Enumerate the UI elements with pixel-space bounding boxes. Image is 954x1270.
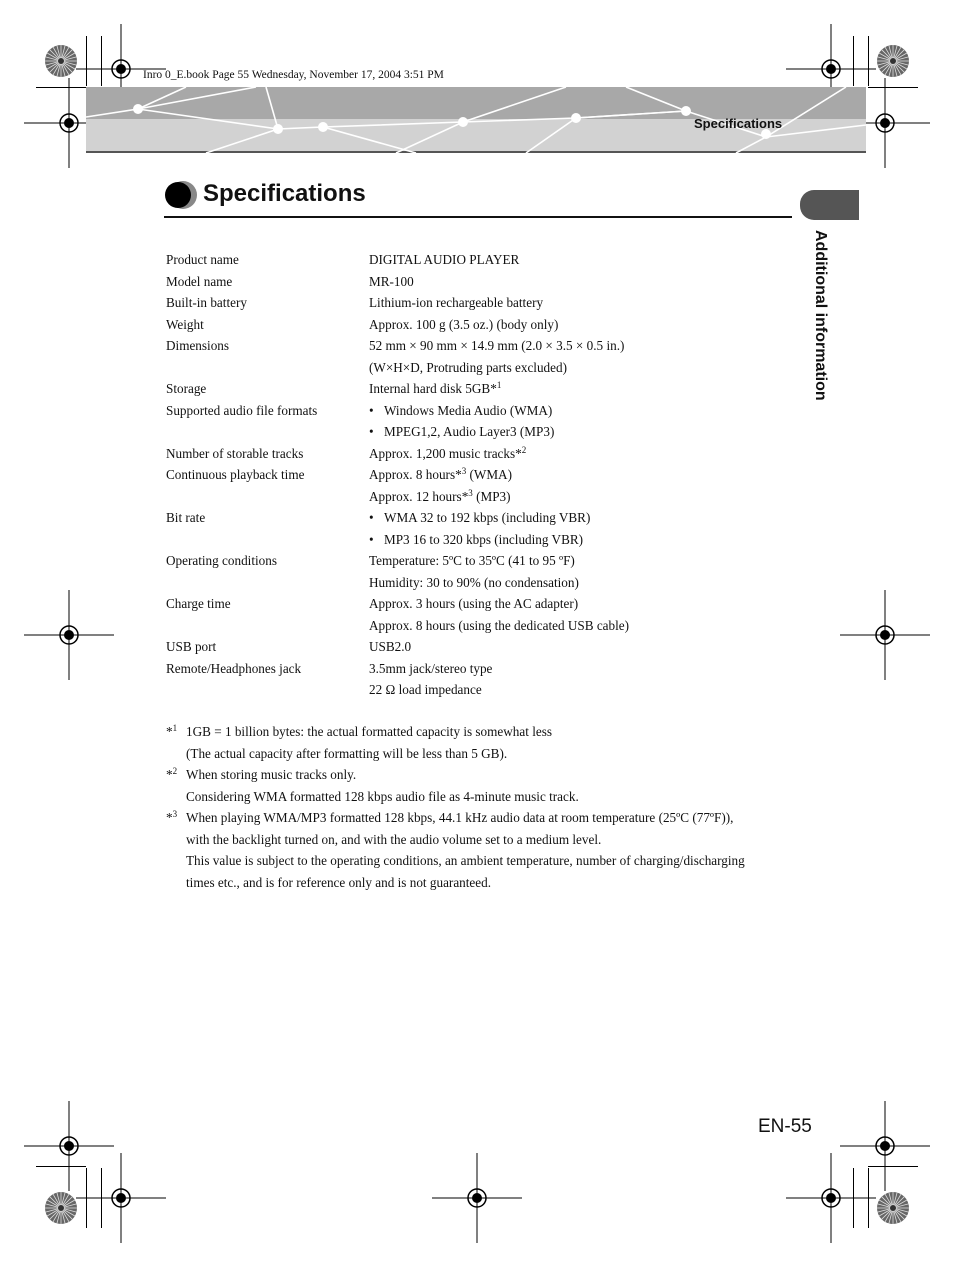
bullet-icon: • xyxy=(369,402,374,418)
spec-label: Product name xyxy=(166,252,239,267)
spec-value-line xyxy=(369,507,796,529)
side-tab-label: Additional information xyxy=(812,230,829,401)
spec-row xyxy=(166,593,796,636)
footnote-marker xyxy=(166,807,177,829)
footnote-mark: * xyxy=(515,445,522,461)
footnote-ref: 1 xyxy=(496,380,502,390)
spec-value-text: Approx. 1,200 music tracks xyxy=(369,445,516,461)
footnote-mark: * xyxy=(455,467,462,482)
spec-row xyxy=(166,507,796,550)
spec-value-text: MR-100 xyxy=(369,273,414,289)
spec-value-line xyxy=(369,679,796,701)
footnote-mark: * xyxy=(166,767,173,782)
spec-value-line xyxy=(369,443,796,465)
spec-label: Built-in battery xyxy=(166,295,247,310)
spec-label: Weight xyxy=(166,316,204,332)
spec-value-text: 22 Ω load impedance xyxy=(369,682,482,697)
spec-value-suffix: (MP3) xyxy=(472,488,511,504)
spec-label: Model name xyxy=(166,273,233,289)
footnote-body xyxy=(186,764,796,807)
footnote-line: 1GB = 1 billion bytes: the actual formatted capacity is somewhat less xyxy=(186,724,552,739)
spec-value-text: Temperature: 5ºC to 35ºC (41 to 95 ºF) xyxy=(369,553,575,568)
spec-values xyxy=(369,314,796,336)
spec-value-line xyxy=(369,486,796,508)
spec-value-line xyxy=(369,550,796,572)
footnote-line: Considering WMA formatted 128 kbps audio file as 4-minute music track. xyxy=(186,788,579,804)
footnote xyxy=(166,807,796,893)
spec-value-text: Approx. 3 hours (using the AC adapter) xyxy=(369,596,579,611)
spec-value-text: (W×H×D, Protruding parts excluded) xyxy=(369,359,567,375)
page-title: Specifications xyxy=(203,180,366,207)
spec-values xyxy=(369,550,796,593)
spec-row xyxy=(166,400,796,443)
spec-value-line xyxy=(369,292,796,314)
registration-mark-icon xyxy=(786,1153,876,1243)
spec-values xyxy=(369,271,796,293)
spec-value-line xyxy=(369,421,796,443)
bullet-icon: • xyxy=(369,510,374,525)
spec-row xyxy=(166,378,796,400)
spec-value-text: Windows Media Audio (WMA) xyxy=(384,402,553,418)
color-target-icon xyxy=(876,44,910,78)
spec-row xyxy=(166,335,796,378)
spec-value-line xyxy=(369,335,796,357)
spec-value-text: Humidity: 30 to 90% (no condensation) xyxy=(369,574,579,590)
spec-value-line xyxy=(369,658,796,680)
color-target-icon xyxy=(876,1191,910,1225)
spec-label: Number of storable tracks xyxy=(166,445,304,461)
spec-values xyxy=(369,400,796,443)
spec-row xyxy=(166,658,796,701)
spec-label: Continuous playback time xyxy=(166,467,305,482)
spec-value-text: 52 mm × 90 mm × 14.9 mm (2.0 × 3.5 × 0.5 in.) xyxy=(369,338,625,353)
spec-value-text: MP3 16 to 320 kbps (including VBR) xyxy=(384,531,584,547)
spec-row xyxy=(166,249,796,271)
spec-value-line xyxy=(369,400,796,422)
spec-label: USB port xyxy=(166,639,217,654)
spec-value-line xyxy=(369,615,796,637)
footnote-mark: * xyxy=(461,488,469,504)
footnote-body xyxy=(186,807,796,893)
footnote xyxy=(166,721,796,764)
bullet-icon: • xyxy=(369,424,374,439)
spec-table xyxy=(166,249,796,701)
spec-values xyxy=(369,378,796,400)
footnote-number: 2 xyxy=(172,766,178,776)
spec-value-text: MPEG1,2, Audio Layer3 (MP3) xyxy=(384,424,555,439)
footnote-marker xyxy=(166,721,177,743)
spec-values xyxy=(369,249,796,271)
spec-row xyxy=(166,292,796,314)
side-tab xyxy=(800,190,859,220)
footnote-mark: * xyxy=(166,724,173,739)
spec-label: Bit rate xyxy=(166,510,206,525)
spec-value-suffix: (WMA) xyxy=(466,467,512,482)
footnote-mark: * xyxy=(166,810,173,825)
spec-label: Dimensions xyxy=(166,338,230,353)
footnote-line: When storing music tracks only. xyxy=(186,767,357,782)
spec-value-line xyxy=(369,593,796,615)
footnote-ref: 3 xyxy=(468,487,473,498)
spec-value-text: USB2.0 xyxy=(369,639,412,654)
spec-values xyxy=(369,658,796,701)
title-row xyxy=(164,178,792,218)
page-number: EN-55 xyxy=(758,1116,812,1137)
spec-value-text: Approx. 12 hours xyxy=(369,488,462,504)
spec-value-line xyxy=(369,357,796,379)
spec-value-line xyxy=(369,378,796,400)
spec-value-line xyxy=(369,636,796,658)
registration-mark-icon xyxy=(76,1153,166,1243)
footnote-marker xyxy=(166,764,177,786)
spec-value-text: Internal hard disk 5GB xyxy=(369,381,491,396)
spec-value-text: Approx. 100 g (3.5 oz.) (body only) xyxy=(369,316,559,332)
footnote-line: (The actual capacity after formatting will be less than 5 GB). xyxy=(186,745,508,761)
spec-row xyxy=(166,550,796,593)
color-target-icon xyxy=(44,1191,78,1225)
spec-row xyxy=(166,443,796,465)
color-target-icon xyxy=(44,44,78,78)
spec-row xyxy=(166,271,796,293)
spec-value-line xyxy=(369,464,796,486)
spec-label: Remote/Headphones jack xyxy=(166,660,302,676)
footnote-body xyxy=(186,721,796,764)
footnote-number: 3 xyxy=(172,809,178,819)
spec-value-line xyxy=(369,249,796,271)
spec-values xyxy=(369,292,796,314)
footnote-line: When playing WMA/MP3 formatted 128 kbps, 44.1 kHz audio data at room temperature (25ºC (77ºF)), xyxy=(186,810,734,825)
footnote-number: 1 xyxy=(172,723,178,733)
registration-mark-icon xyxy=(24,590,114,680)
spec-value-line xyxy=(369,271,796,293)
spec-row xyxy=(166,314,796,336)
section-bullet-icon xyxy=(164,180,198,210)
print-info: Inro 0_E.book Page 55 Wednesday, November 17, 2004 3:51 PM xyxy=(143,69,444,81)
spec-row xyxy=(166,636,796,658)
spec-value-text: Lithium-ion rechargeable battery xyxy=(369,295,544,310)
spec-row xyxy=(166,464,796,507)
footnote-ref: 2 xyxy=(521,444,527,455)
spec-value-text: WMA 32 to 192 kbps (including VBR) xyxy=(384,510,591,525)
footnote-ref: 3 xyxy=(461,466,467,476)
spec-values xyxy=(369,335,796,378)
spec-values xyxy=(369,464,796,507)
registration-mark-icon xyxy=(432,1153,522,1243)
spec-value-text: Approx. 8 hours (using the dedicated USB cable) xyxy=(369,617,630,633)
spec-value-text: 3.5mm jack/stereo type xyxy=(369,660,493,676)
footnote xyxy=(166,764,796,807)
spec-label: Storage xyxy=(166,381,207,396)
footnotes xyxy=(166,721,796,893)
spec-label: Supported audio file formats xyxy=(166,402,318,418)
footnote-line: with the backlight turned on, and with the audio volume set to a medium level. xyxy=(186,831,602,847)
spec-values xyxy=(369,507,796,550)
spec-values xyxy=(369,593,796,636)
spec-value-line xyxy=(369,314,796,336)
bullet-icon: • xyxy=(369,531,374,547)
footnote-line: times etc., and is for reference only and is not guaranteed. xyxy=(186,874,492,890)
header-section-label: Specifications xyxy=(694,116,783,131)
spec-label: Charge time xyxy=(166,596,231,611)
spec-value-text: DIGITAL AUDIO PLAYER xyxy=(369,252,520,267)
spec-values xyxy=(369,443,796,465)
spec-value-line xyxy=(369,572,796,594)
footnote-mark: * xyxy=(490,381,497,396)
spec-value-text: Approx. 8 hours xyxy=(369,467,456,482)
footnote-line: This value is subject to the operating conditions, an ambient temperature, number of charging/discharging xyxy=(186,853,745,868)
spec-label: Operating conditions xyxy=(166,553,277,568)
registration-mark-icon xyxy=(840,590,930,680)
spec-value-line xyxy=(369,529,796,551)
spec-values xyxy=(369,636,796,658)
